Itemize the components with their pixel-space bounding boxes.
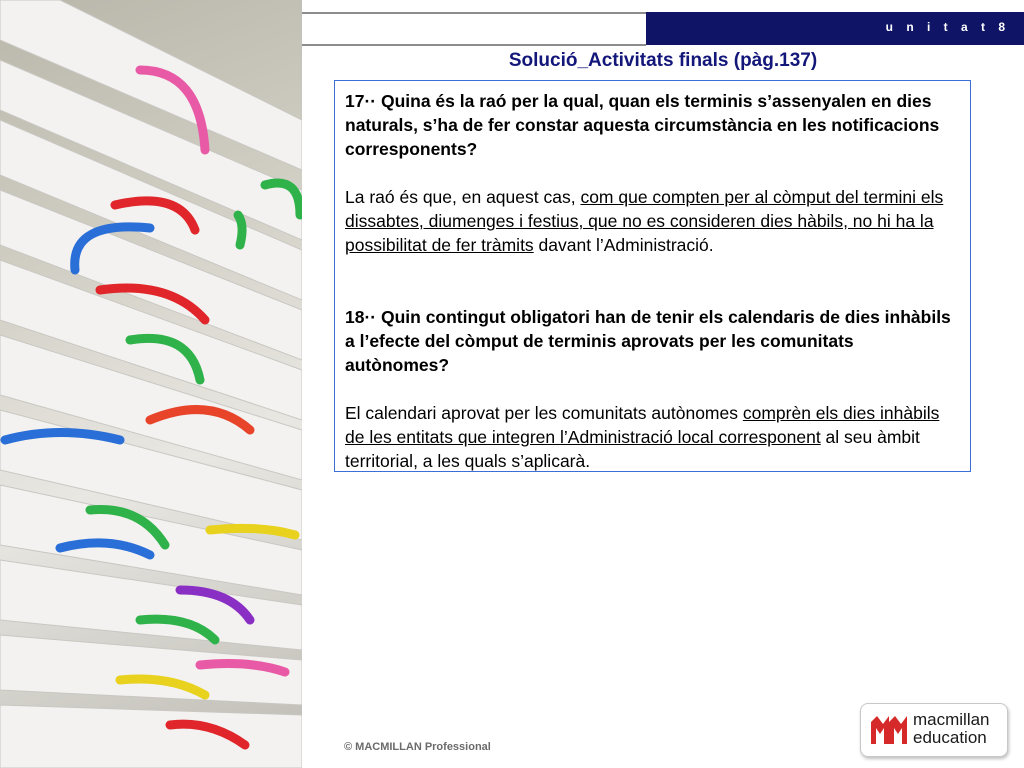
copyright: © MACMILLAN Professional: [344, 741, 491, 753]
macmillan-education-logo: [860, 703, 1008, 757]
answer-17-text: La raó és que, en aquest cas,: [345, 187, 581, 207]
answer-18: [345, 401, 960, 473]
logo-line-2: education: [913, 728, 987, 747]
answer-18-end: al seu àmbit territorial, a les quals s’aplicarà.: [345, 427, 920, 471]
question-18: 18·· Quin contingut obligatori han de tenir els calendaris de dies inhàbils a l’efecte del còmput de terminis aprovats per les comunitats autònomes?: [345, 307, 951, 375]
files-photo: [0, 0, 302, 768]
answer-17-key-text: com que compten per al còmput del termini els dissabtes, diumenges i festius, que no es consideren dies hàbils, no hi ha la possibilitat de fer tràmits: [345, 187, 944, 255]
macmillan-logo-icon: [869, 714, 909, 746]
page-title: Solució_Activitats finals (pàg.137): [508, 50, 818, 71]
answer-18-key-text: comprèn els dies inhàbils de les entitats que integren l’Administració local corresponent: [345, 403, 940, 447]
answer-18-text: El calendari aprovat per les comunitats autònomes: [345, 403, 743, 423]
question-17: 17·· Quina és la raó per la qual, quan els terminis s’assenyalen en dies naturals, s’ha de fer constar aquesta circumstància en les notificacions corresponents?: [345, 91, 940, 159]
logo-line-1: macmillan: [913, 710, 990, 729]
header-rule: [302, 44, 646, 46]
unit-label: u n i t a t 8: [885, 20, 1010, 34]
answer-17: [345, 185, 960, 257]
unit-band: [646, 12, 1024, 45]
content-box: [334, 80, 971, 472]
answer-17-end: davant l’Administració.: [533, 235, 714, 255]
